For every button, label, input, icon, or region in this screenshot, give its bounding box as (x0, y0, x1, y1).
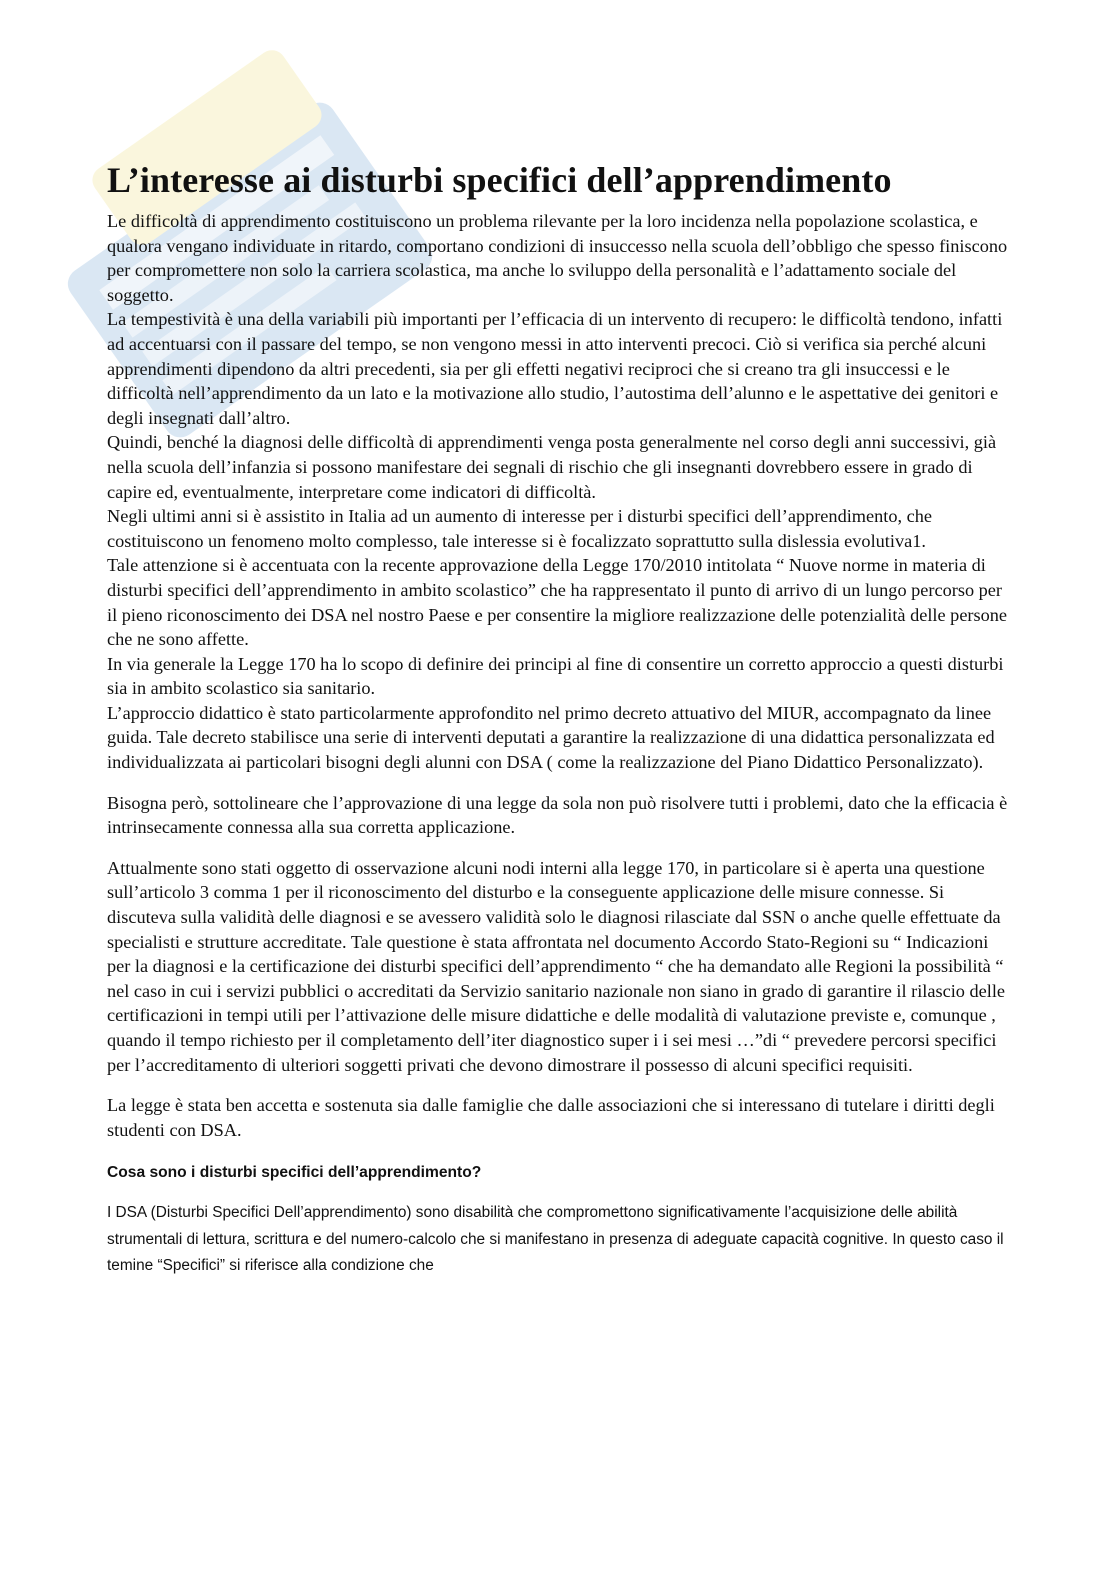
document-page (107, 158, 1012, 1280)
paragraph: Negli ultimi anni si è assistito in Italia ad un aumento di interesse per i disturbi specifici dell’apprendimento, che costituiscono un fenomeno molto complesso, tale interesse si è focalizzato soprattutto sulla dislessia evolutiva1. (107, 506, 932, 551)
section-heading: Cosa sono i disturbi specifici dell’apprendimento? (107, 1164, 482, 1182)
document-title: L’interesse ai disturbi specifici dell’apprendimento (107, 160, 892, 200)
paragraph: Quindi, benché la diagnosi delle difficoltà di apprendimenti venga posta generalmente nel corso degli anni successivi, già nella scuola dell’infanzia si possono manifestare dei segnali di rischio che gli insegnanti dovrebbero essere in grado di capire ed, eventualmente, interpretare come indicatori di difficoltà. (107, 432, 997, 502)
section-paragraph: I DSA (Disturbi Specifici Dell’apprendimento) sono disabilità che compromettono significativamente l’acquisizione delle abilità strumentali di lettura, scrittura e del numero-calcolo che si manifestano in presenza di adeguate capacità cognitive. In questo caso il temine “Specifici” si riferisce alla condizione che (107, 1204, 1004, 1275)
document-body (107, 209, 1012, 1142)
paragraph: La tempestività è una della variabili più importanti per l’efficacia di un intervento di recupero: le difficoltà tendono, infatti ad accentuarsi con il passare del tempo, se non vengono messi in atto interventi precoci. Ciò si verifica sia perché alcuni apprendimenti dipendono da altri precedenti, sia per gli effetti negativi reciproci che si creano tra gli insuccessi e le difficoltà nell’apprendimento da un lato e la motivazione allo studio, l’autostima dell’alunno e le aspettative dei genitori e degli insegnati dall’altro. (107, 309, 1003, 428)
paragraph: In via generale la Legge 170 ha lo scopo di definire dei principi al fine di consentire un corretto approccio a questi disturbi sia in ambito scolastico sia sanitario. (107, 653, 1004, 699)
paragraph: Le difficoltà di apprendimento costituiscono un problema rilevante per la loro incidenza nella popolazione scolastica, e qualora vengano individuate in ritardo, comportano condizioni di insuccesso nella scuola dell’obbligo che spesso finiscono per compromettere non solo la carriera scolastica, ma anche lo sviluppo della personalità e l’adattamento sociale del soggetto. (107, 211, 1008, 305)
paragraph: La legge è stata ben accetta e sostenuta sia dalle famiglie che dalle associazioni che si interessano di tutelare i diritti degli studenti con DSA. (107, 1095, 995, 1140)
paragraph: L’approccio didattico è stato particolarmente approfondito nel primo decreto attuativo del MIUR, accompagnato da linee guida. Tale decreto stabilisce una serie di interventi deputati a garantire la realizzazione di una didattica personalizzata ed individualizzata ai particolari bisogni degli alunni con DSA ( come la realizzazione del Piano Didattico Personalizzato). (107, 702, 995, 773)
paragraph: Bisogna però, sottolineare che l’approvazione di una legge da sola non può risolvere tutti i problemi, dato che la efficacia è intrinsecamente connessa alla sua corretta applicazione. (107, 792, 1008, 838)
paragraph: Tale attenzione si è accentuata con la recente approvazione della Legge 170/2010 intitolata “ Nuove norme in materia di disturbi specifici dell’apprendimento in ambito scolastico” che ha rappresentato il punto di arrivo di un lungo percorso per il pieno riconoscimento dei DSA nel nostro Paese e per consentire la migliore realizzazione delle potenzialità delle persone che ne sono affette. (107, 555, 1008, 650)
paragraph: Attualmente sono stati oggetto di osservazione alcuni nodi interni alla legge 170, in particolare si è aperta una questione sull’articolo 3 comma 1 per il riconoscimento del disturbo e la conseguente applicazione delle misure connesse. Si discuteva sulla validità delle diagnosi e se avessero validità solo le diagnosi rilasciate dal SSN o anche quelle effettuate da specialisti e strutture accreditate. Tale questione è stata affrontata nel documento Accordo Stato-Regioni su “ Indicazioni per la diagnosi e la certificazione dei disturbi specifici dell’apprendimento “ che ha demandato alle Regioni la possibilità “ nel caso in cui i servizi pubblici o accreditati da Servizio sanitario nazionale non siano in grado di garantire il rilascio delle certificazioni in tempi utili per l’attivazione delle misure didattiche e delle modalità di valutazione previste e, comunque , quando il tempo richiesto per il completamento dell’iter diagnostico super i i sei mesi …”di “ prevedere percorsi specifici per l’accreditamento di ulteriori soggetti privati che devono dimostrare il possesso di alcuni specifici requisiti. (107, 857, 1006, 1075)
